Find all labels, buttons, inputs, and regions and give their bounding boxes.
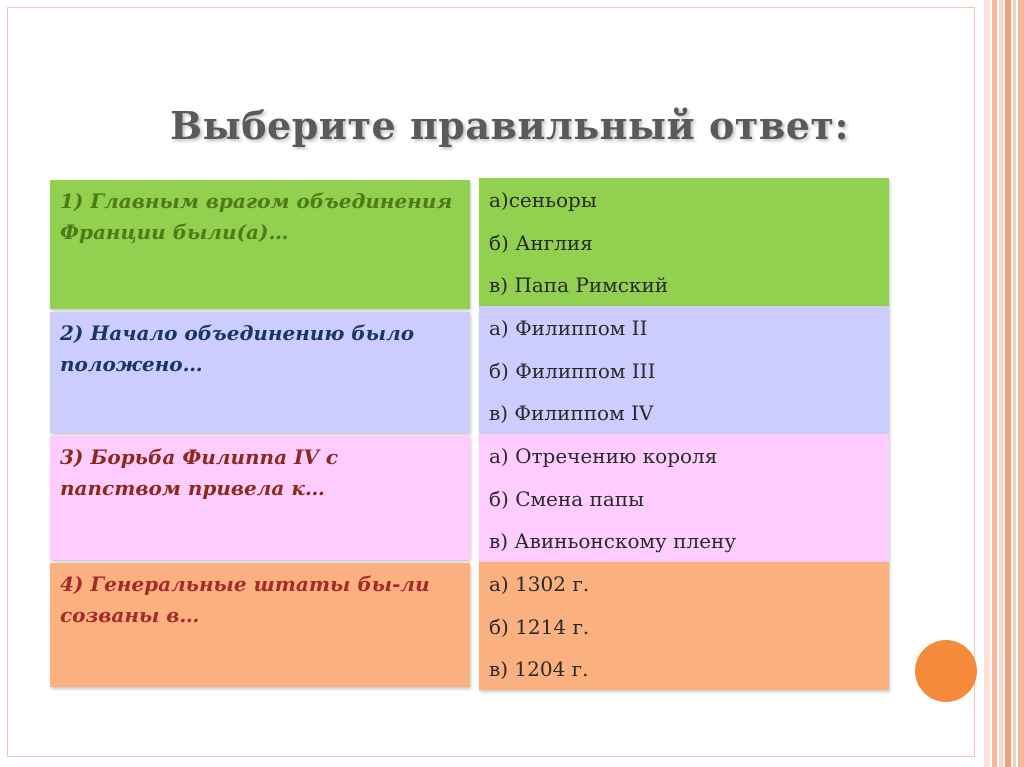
slide-title: Выберите правильный ответ: xyxy=(170,103,849,148)
question-cell: 2) Начало объединению было положено… xyxy=(50,312,470,433)
answer-group xyxy=(479,178,889,306)
decorative-circle xyxy=(915,640,977,702)
answer-group xyxy=(479,562,889,690)
answer-option[interactable]: б) 1214 г. xyxy=(489,614,590,639)
answer-option[interactable]: в) Филиппом IV xyxy=(489,401,654,425)
answer-option[interactable]: а) Отречению короля xyxy=(489,444,718,468)
answer-option[interactable]: б) Филиппом III xyxy=(489,358,656,383)
question-cell: 4) Генеральные штаты бы-ли созваны в… xyxy=(50,563,470,687)
answer-option[interactable]: а)сеньоры xyxy=(489,188,597,212)
question-cell: 3) Борьба Филиппа IV с папством привела к… xyxy=(50,436,470,560)
answer-option[interactable]: а) 1302 г. xyxy=(489,572,590,596)
answer-option[interactable]: б) Смена папы xyxy=(489,486,645,511)
answer-option[interactable]: в) Папа Римский xyxy=(489,273,669,297)
question-cell: 1) Главным врагом объединения Франции были(а)… xyxy=(50,180,470,309)
answer-group xyxy=(479,434,889,562)
answer-option[interactable]: б) Англия xyxy=(489,230,593,255)
answer-group xyxy=(479,306,889,434)
answer-option[interactable]: в) Авиньонскому плену xyxy=(489,529,737,553)
decorative-stripes xyxy=(984,0,1024,767)
answers-column xyxy=(479,178,889,690)
answer-option[interactable]: в) 1204 г. xyxy=(489,657,589,681)
questions-column xyxy=(50,180,470,690)
answer-option[interactable]: а) Филиппом II xyxy=(489,316,648,340)
